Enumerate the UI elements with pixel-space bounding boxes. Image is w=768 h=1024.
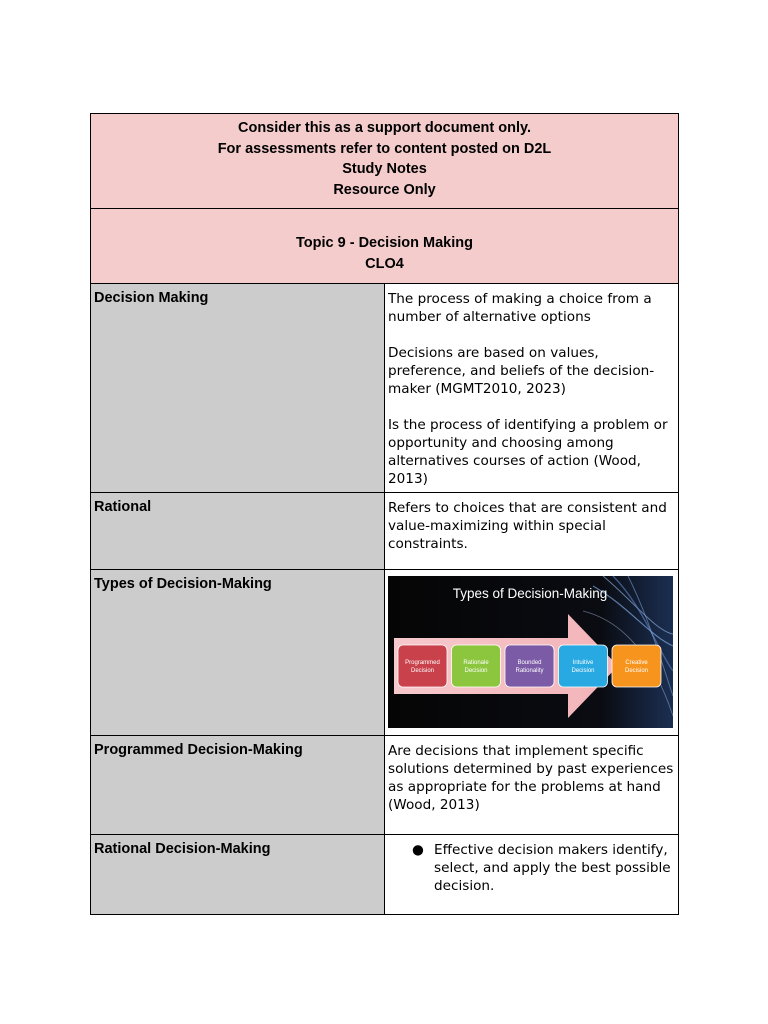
bullet-dot-icon: ● <box>412 842 424 858</box>
topic-title: Topic 9 - Decision Making <box>296 235 473 251</box>
definition-cell <box>385 736 679 835</box>
header-row-notice <box>91 114 679 209</box>
notice-line-4: Resource Only <box>333 181 436 198</box>
topic-clo: CLO4 <box>365 255 404 272</box>
term-label: Rational <box>94 499 152 515</box>
term-cell <box>91 835 385 915</box>
term-label: Types of Decision-Making <box>94 576 272 592</box>
decision-type-box <box>505 645 554 687</box>
definition-text: Decisions are based on values, preference, and beliefs of the decision-maker (MGMT2010, 2023) <box>388 345 655 397</box>
decision-type-box-shape <box>559 645 608 687</box>
definition-text: Refers to choices that are consistent and value-maximizing within special constraints. <box>388 500 667 552</box>
decision-types-diagram <box>388 576 673 728</box>
header-row-topic <box>91 209 679 284</box>
topic-cell <box>91 209 679 284</box>
decision-type-box <box>559 645 608 687</box>
notice-line-2: For assessments refer to content posted on D2L <box>217 140 552 157</box>
term-label: Rational Decision-Making <box>94 841 271 857</box>
term-cell <box>91 493 385 570</box>
bullet-item <box>412 841 675 895</box>
term-cell <box>91 736 385 835</box>
term-cell <box>91 570 385 736</box>
decision-type-box-shape <box>452 645 501 687</box>
notice-line-3: Study Notes <box>342 161 427 177</box>
notice-cell <box>91 114 679 209</box>
definition-cell <box>385 284 679 493</box>
definition-text: Is the process of identifying a problem or opportunity and choosing among alternatives courses of action (Wood, 2013) <box>388 417 668 487</box>
decision-type-label: Programmed <box>405 660 440 666</box>
decision-type-label: Decision <box>410 668 435 674</box>
decision-type-label: Rationality <box>515 668 544 674</box>
image-cell <box>385 570 679 736</box>
table-row <box>91 835 679 915</box>
decision-type-label: Intuitive <box>572 660 594 666</box>
decision-type-box-shape <box>612 645 661 687</box>
table-row <box>91 736 679 835</box>
decision-type-box <box>398 645 447 687</box>
decision-type-label: Creative <box>625 660 648 666</box>
term-label: Programmed Decision-Making <box>94 742 303 758</box>
decision-type-box-shape <box>505 645 554 687</box>
notice-line-1: Consider this as a support document only. <box>238 120 531 136</box>
definition-text: Are decisions that implement specific solutions determined by past experiences as appropriate for the problems at hand (Wood, 2013) <box>388 743 674 813</box>
decision-type-label: Decision <box>571 668 595 674</box>
decision-type-label: Bounded <box>517 660 542 666</box>
diagram-title: Types of Decision-Making <box>452 586 608 601</box>
bullet-list <box>388 841 675 895</box>
study-notes-table <box>90 113 679 915</box>
decision-type-box <box>452 645 501 687</box>
definition-text: The process of making a choice from a number of alternative options <box>388 291 652 325</box>
decision-type-label: Decision <box>464 668 488 674</box>
bullet-text: Effective decision makers identify, select, and apply the best possible decision. <box>434 842 671 894</box>
table-row <box>91 493 679 570</box>
table-row <box>91 284 679 493</box>
definition-cell <box>385 835 679 915</box>
definition-cell <box>385 493 679 570</box>
table-row <box>91 570 679 736</box>
decision-type-box-shape <box>398 645 447 687</box>
decision-type-box <box>612 645 661 687</box>
term-label: Decision Making <box>94 290 209 306</box>
decision-type-label: Decision <box>624 668 649 674</box>
decision-type-label: Rationale <box>463 660 489 666</box>
term-cell <box>91 284 385 493</box>
